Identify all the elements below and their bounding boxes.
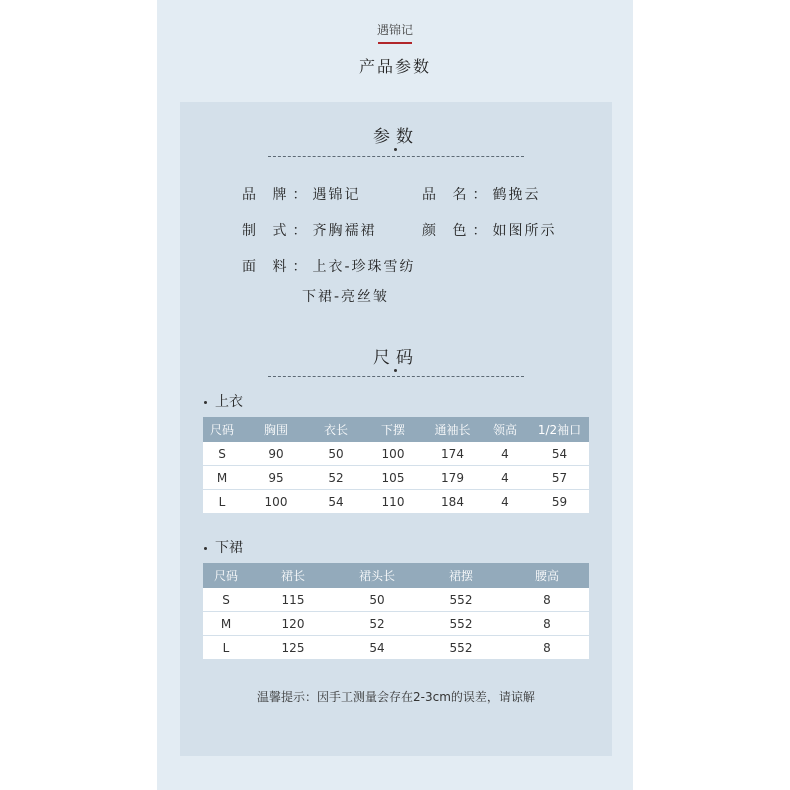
- table-cell: 52: [311, 466, 361, 490]
- table-cell: 105: [361, 466, 425, 490]
- table-cell: 54: [337, 636, 417, 660]
- param-fabric-2: [302, 286, 389, 306]
- params-divider: [268, 156, 524, 157]
- table-row: [203, 612, 589, 636]
- column-header: 裙摆: [417, 563, 505, 588]
- table-cell: L: [203, 636, 249, 660]
- size-title: 尺码: [373, 348, 419, 368]
- param-name-label: 品 名：: [422, 187, 493, 203]
- table-cell: 552: [417, 588, 505, 612]
- param-style-value: 齐胸襦裙: [312, 223, 377, 239]
- table-header-row: [203, 563, 589, 588]
- table-cell: 57: [530, 466, 589, 490]
- param-color: [422, 220, 556, 240]
- table-cell: 8: [505, 588, 589, 612]
- param-fabric-top: 上衣-珍珠雪纺: [312, 259, 416, 275]
- table-cell: 8: [505, 612, 589, 636]
- table-row: [203, 588, 589, 612]
- column-header: 胸围: [241, 417, 311, 442]
- param-fabric-bottom: 下裙-亮丝皱: [302, 289, 390, 305]
- brand-underline: [378, 42, 412, 44]
- column-header: 裙长: [249, 563, 337, 588]
- column-header: 下摆: [361, 417, 425, 442]
- param-color-value: 如图所示: [492, 223, 557, 239]
- top-size-table: [203, 417, 589, 513]
- product-page: [157, 0, 633, 790]
- table-cell: 4: [480, 442, 530, 466]
- param-style-label: 制 式：: [242, 223, 313, 239]
- table-cell: 50: [311, 442, 361, 466]
- table-cell: S: [203, 442, 241, 466]
- param-color-label: 颜 色：: [422, 223, 493, 239]
- page-title: 产品参数: [358, 57, 431, 76]
- table-row: [203, 466, 589, 490]
- column-header: 裙头长: [337, 563, 417, 588]
- table-cell: 4: [480, 490, 530, 514]
- param-name: [422, 184, 540, 204]
- size-divider: [268, 376, 524, 377]
- table-cell: 115: [249, 588, 337, 612]
- table-row: [203, 636, 589, 660]
- param-fabric-label: 面 料：: [242, 259, 313, 275]
- param-fabric: [242, 256, 416, 276]
- table-cell: 95: [241, 466, 311, 490]
- table-cell: 100: [361, 442, 425, 466]
- table-cell: 52: [337, 612, 417, 636]
- params-title: 参数: [373, 127, 419, 147]
- top-size-heading-text: 上衣: [215, 394, 243, 410]
- table-cell: 184: [425, 490, 480, 514]
- table-cell: 54: [311, 490, 361, 514]
- table-cell: 552: [417, 636, 505, 660]
- column-header: 腰高: [505, 563, 589, 588]
- column-header: 尺码: [203, 417, 241, 442]
- param-brand-label: 品 牌：: [242, 187, 313, 203]
- spec-panel: [180, 102, 612, 756]
- table-cell: 90: [241, 442, 311, 466]
- table-cell: S: [203, 588, 249, 612]
- column-header: 领高: [480, 417, 530, 442]
- table-row: [203, 442, 589, 466]
- param-brand-value: 遇锦记: [312, 187, 361, 203]
- param-style: [242, 220, 376, 240]
- params-title-dot: [394, 148, 397, 151]
- column-header: 通袖长: [425, 417, 480, 442]
- table-header-row: [203, 417, 589, 442]
- table-cell: 100: [241, 490, 311, 514]
- column-header: 尺码: [203, 563, 249, 588]
- skirt-size-heading: [204, 537, 243, 557]
- size-title-dot: [394, 369, 397, 372]
- table-cell: 179: [425, 466, 480, 490]
- table-row: [203, 490, 589, 514]
- bullet-dot: [204, 401, 207, 404]
- param-brand: [242, 184, 360, 204]
- table-cell: L: [203, 490, 241, 514]
- table-cell: 125: [249, 636, 337, 660]
- table-cell: 110: [361, 490, 425, 514]
- top-size-heading: [204, 391, 243, 411]
- table-cell: 4: [480, 466, 530, 490]
- skirt-size-heading-text: 下裙: [215, 540, 243, 556]
- skirt-size-table: [203, 563, 589, 659]
- measurement-tip: 温馨提示：因手工测量会存在2-3cm的误差，请谅解: [257, 690, 535, 704]
- param-name-value: 鹤挽云: [492, 187, 541, 203]
- brand-header: 遇锦记: [376, 23, 413, 37]
- table-cell: M: [203, 466, 241, 490]
- table-cell: 8: [505, 636, 589, 660]
- table-cell: 50: [337, 588, 417, 612]
- table-cell: 120: [249, 612, 337, 636]
- table-cell: 174: [425, 442, 480, 466]
- table-cell: 552: [417, 612, 505, 636]
- column-header: 1/2袖口: [530, 417, 589, 442]
- bullet-dot: [204, 547, 207, 550]
- table-cell: 54: [530, 442, 589, 466]
- table-cell: M: [203, 612, 249, 636]
- table-cell: 59: [530, 490, 589, 514]
- column-header: 衣长: [311, 417, 361, 442]
